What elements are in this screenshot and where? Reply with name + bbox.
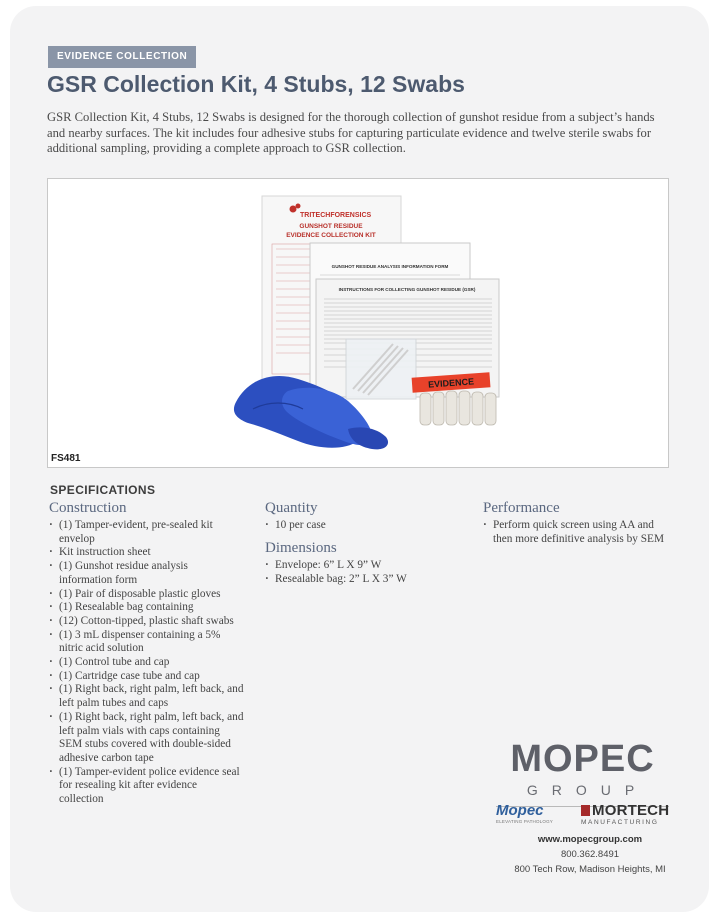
construction-section: [49, 500, 244, 807]
form-title-text: GUNSHOT RESIDUE ANALYSIS INFORMATION FORM: [331, 264, 449, 269]
mopec-group-logo: [490, 740, 675, 807]
mopec-logo: [496, 802, 562, 824]
list-item: · (1) 3 mL dispenser containing a 5% nitric acid solution: [49, 629, 244, 656]
performance-section: [483, 500, 673, 546]
list-item: · (12) Cotton-tipped, plastic shaft swabs: [49, 615, 244, 629]
phone-number: 800.362.8491: [560, 849, 620, 860]
mortech-logo-text: MORTECH: [592, 802, 670, 819]
mortech-tagline: MANUFACTURING: [581, 819, 659, 826]
website-link[interactable]: www.mopecgroup.com: [537, 834, 643, 845]
address: 800 Tech Row, Madison Heights, MI: [514, 864, 666, 875]
performance-list: [483, 519, 673, 546]
mopec-tagline: ELEVATING PATHOLOGY: [496, 819, 553, 824]
sheet-brand-text: TRITECHFORENSICS: [300, 212, 372, 219]
kit-illustration: [48, 179, 668, 467]
mopec-logo-text: Mopec: [496, 802, 544, 819]
product-title: GSR Collection Kit, 4 Stubs, 12 Swabs: [47, 71, 465, 97]
performance-heading: Performance: [483, 500, 560, 516]
list-item: · Kit instruction sheet: [49, 546, 244, 560]
construction-list: [49, 519, 244, 807]
category-badge: EVIDENCE COLLECTION: [48, 46, 196, 68]
quantity-section: [265, 500, 460, 533]
evidence-tape-label: EVIDENCE: [427, 376, 475, 390]
product-description: GSR Collection Kit, 4 Stubs, 12 Swabs is designed for the thorough collection of gunshot residue from a subject’s hands and nearby surfaces. The kit includes four adhesive stubs for capturing particulate evidence and twelve sterile swabs for additional sampling, providing a complete approach to GSR collection.: [47, 110, 655, 155]
brand-name: MOPEC: [510, 738, 655, 780]
quantity-heading: Quantity: [265, 500, 318, 516]
sheet-title-line1: GUNSHOT RESIDUE: [299, 223, 363, 230]
mortech-logo: [581, 802, 676, 826]
list-item: · (1) Control tube and cap: [49, 656, 244, 670]
sub-brand-logos: [496, 802, 676, 832]
mortech-mark-icon: [581, 805, 590, 816]
list-item: · (1) Cartridge case tube and cap: [49, 670, 244, 684]
list-item: · (1) Tamper-evident police evidence seal for resealing kit after evidence collection: [49, 766, 244, 807]
product-code: FS481: [51, 453, 81, 464]
list-item: · (1) Pair of disposable plastic gloves: [49, 588, 244, 602]
instructions-title-text: INSTRUCTIONS FOR COLLECTING GUNSHOT RESIDUE (GSR): [338, 287, 476, 292]
quantity-list: [265, 519, 460, 533]
list-item: · Perform quick screen using AA and then more definitive analysis by SEM: [483, 519, 673, 546]
construction-heading: Construction: [49, 500, 127, 516]
list-item: · (1) Gunshot residue analysis information form: [49, 560, 244, 587]
sheet-title-line2: EVIDENCE COLLECTION KIT: [286, 232, 376, 239]
list-item: · 10 per case: [265, 519, 460, 533]
dimensions-list: [265, 559, 460, 586]
specifications-heading: SPECIFICATIONS: [50, 483, 156, 497]
list-item: · Envelope: 6” L X 9” W: [265, 559, 460, 573]
list-item: · (1) Right back, right palm, left back, and left palm vials with caps containing SEM stubs covered with double-sided adhesive carbon tape: [49, 711, 244, 766]
list-item: · (1) Resealable bag containing: [49, 601, 244, 615]
brand-subtitle: GROUP: [526, 782, 649, 798]
dimensions-section: [265, 540, 460, 586]
contact-info: [490, 832, 690, 877]
list-item: · Resealable bag: 2” L X 3” W: [265, 573, 460, 587]
list-item: · (1) Tamper-evident, pre-sealed kit envelop: [49, 519, 244, 546]
product-photo: [47, 178, 669, 468]
dimensions-heading: Dimensions: [265, 540, 337, 556]
list-item: · (1) Right back, right palm, left back, and left palm tubes and caps: [49, 683, 244, 710]
